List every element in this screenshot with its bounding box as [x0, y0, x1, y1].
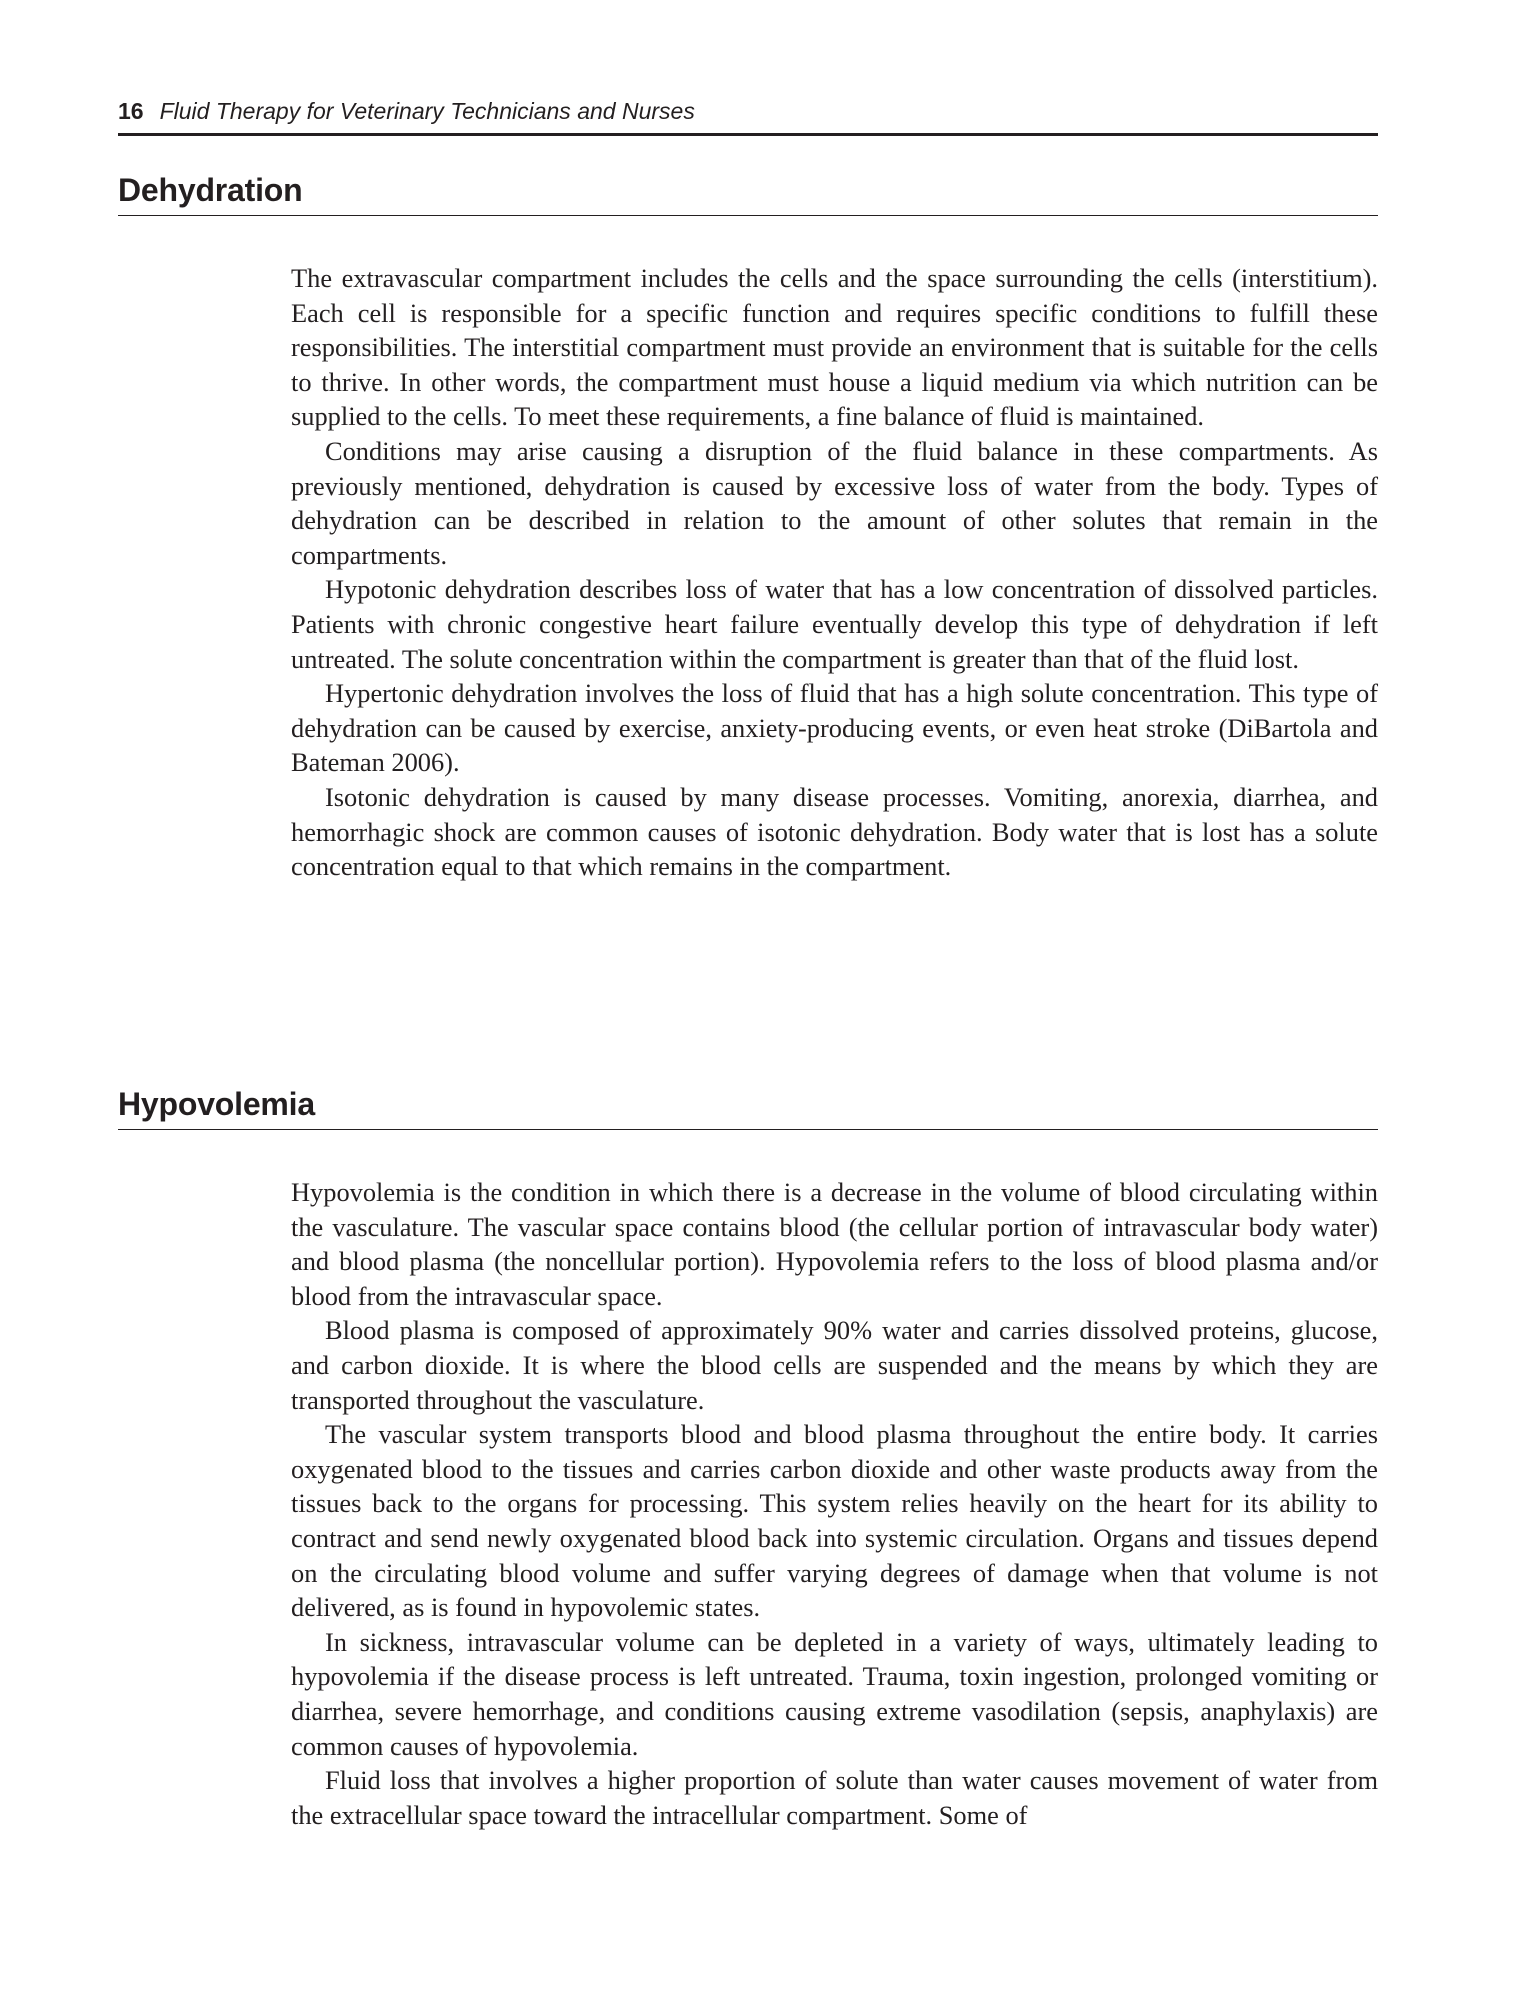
running-head-rule: [118, 133, 1378, 136]
paragraph: Isotonic dehydration is caused by many disease processes. Vomiting, anorexia, diarrhea, and hemorrhagic shock are common causes of isotonic dehydration. Body water that is lost has a solute concentration equal to that which remains in the compartment.: [291, 781, 1378, 882]
section-body-dehydration: [291, 261, 1378, 884]
paragraph: In sickness, intravascular volume can be depleted in a variety of ways, ultimately leading to hypovolemia if the disease process is left untreated. Trauma, toxin ingestion, prolonged vomiting or diarrhea, severe hemorrhage, and conditions causing extreme vasodilation (sepsis, anaphylaxis) are common causes of hypovolemia.: [291, 1626, 1378, 1761]
paragraph: Conditions may arise causing a disruption of the fluid balance in these compartments. As previously mentioned, dehydration is caused by excessive loss of water from the body. Types of dehydration can be described in relation to the amount of other solutes that remain in the compartments.: [291, 435, 1378, 570]
page-number: 16: [118, 98, 144, 124]
book-title: Fluid Therapy for Veterinary Technicians and Nurses: [159, 98, 695, 124]
running-head: [118, 96, 1378, 126]
paragraph: Hypovolemia is the condition in which there is a decrease in the volume of blood circulating within the vasculature. The vascular space contains blood (the cellular portion of intravascular body water) and blood plasma (the noncellular portion). Hypovolemia refers to the loss of blood plasma and/or blood from the intravascular space.: [291, 1177, 1378, 1311]
section-heading-dehydration: Dehydration: [118, 172, 303, 208]
section-rule-hypovolemia: [118, 1129, 1378, 1130]
section-body-hypovolemia: [291, 1175, 1378, 1832]
paragraph: Hypertonic dehydration involves the loss of fluid that has a high solute concentration. This type of dehydration can be caused by exercise, anxiety-producing events, or even heat stroke (DiBartola and Bateman 2006).: [291, 678, 1378, 778]
section-rule-dehydration: [118, 215, 1378, 216]
paragraph: The vascular system transports blood and blood plasma throughout the entire body. It carries oxygenated blood to the tissues and carries carbon dioxide and other waste products away from the tissues back to the organs for processing. This system relies heavily on the heart for its ability to contract and send newly oxygenated blood back into systemic circulation. Organs and tissues depend on the circulating blood volume and suffer varying degrees of damage when that volume is not delivered, as is found in hypovolemic states.: [291, 1419, 1378, 1623]
paragraph: Hypotonic dehydration describes loss of water that has a low concentration of dissolved particles. Patients with chronic congestive heart failure eventually develop this type of dehydration if left untreated. The solute concentration within the compartment is greater than that of the fluid lost.: [291, 574, 1378, 674]
paragraph: The extravascular compartment includes the cells and the space surrounding the cells (interstitium). Each cell is responsible for a specific function and requires specific conditions to fulfill these responsibilities. The interstitial compartment must provide an environment that is suitable for the cells to thrive. In other words, the compartment must house a liquid medium via which nutrition can be supplied to the cells. To meet these requirements, a fine balance of fluid is maintained.: [291, 263, 1378, 432]
paragraph: Blood plasma is composed of approximately 90% water and carries dissolved proteins, glucose, and carbon dioxide. It is where the blood cells are suspended and the means by which they are transported throughout the vasculature.: [291, 1315, 1378, 1415]
paragraph: Fluid loss that involves a higher proportion of solute than water causes movement of water from the extracellular space toward the intracellular compartment. Some of: [291, 1765, 1378, 1830]
section-heading-hypovolemia: Hypovolemia: [118, 1086, 315, 1122]
